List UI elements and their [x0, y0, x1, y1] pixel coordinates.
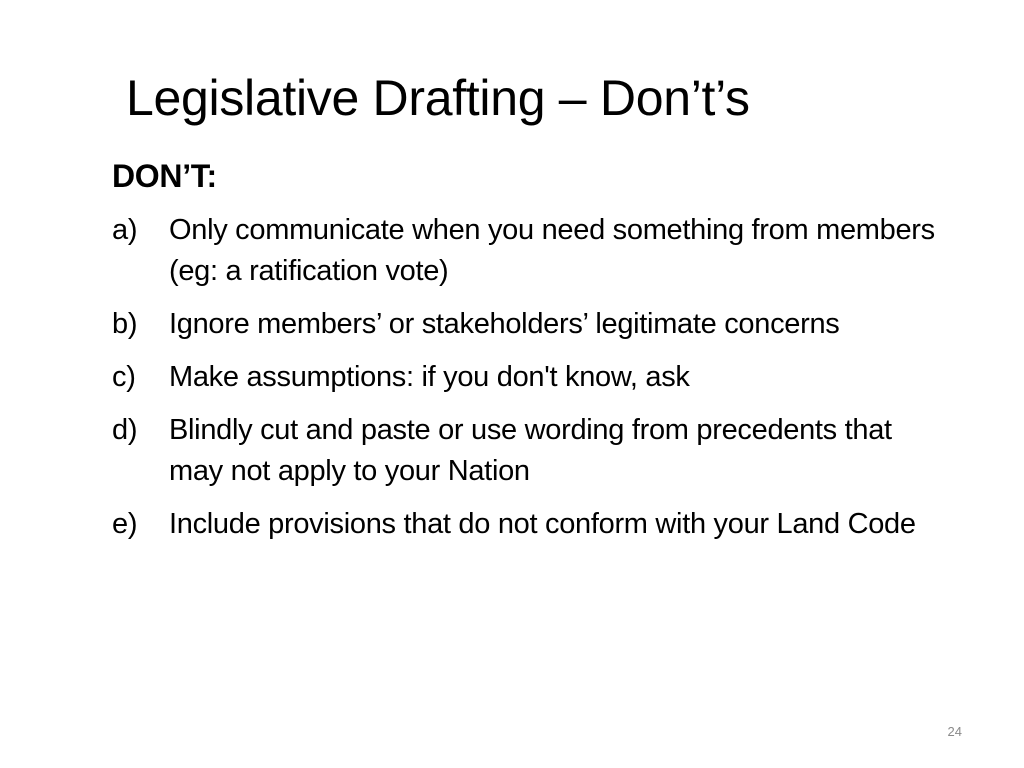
list-item-marker: b)	[112, 308, 138, 340]
list-item	[112, 410, 952, 492]
list-item	[112, 304, 952, 345]
list-item-marker: a)	[112, 214, 138, 246]
slide-content	[112, 156, 952, 557]
list-item-marker: e)	[112, 508, 138, 540]
slide-title: Legislative Drafting – Don’t’s	[126, 70, 750, 126]
section-heading: DON’T:	[112, 158, 217, 194]
list-item-text: Make assumptions: if you don't know, ask	[169, 361, 690, 393]
slide-number: 24	[947, 724, 962, 739]
list-item	[112, 210, 952, 292]
list-item	[112, 504, 952, 545]
list-item-text: Include provisions that do not conform with your Land Code	[169, 508, 916, 540]
list-item-text: Only communicate when you need something from members (eg: a ratification vote)	[169, 214, 935, 287]
list-item-text: Ignore members’ or stakeholders’ legitimate concerns	[169, 308, 840, 340]
list-item-text: Blindly cut and paste or use wording from precedents that may not apply to your Nation	[169, 414, 892, 487]
donts-list	[112, 210, 952, 545]
list-item-marker: c)	[112, 361, 136, 393]
list-item-marker: d)	[112, 414, 138, 446]
list-item	[112, 357, 952, 398]
